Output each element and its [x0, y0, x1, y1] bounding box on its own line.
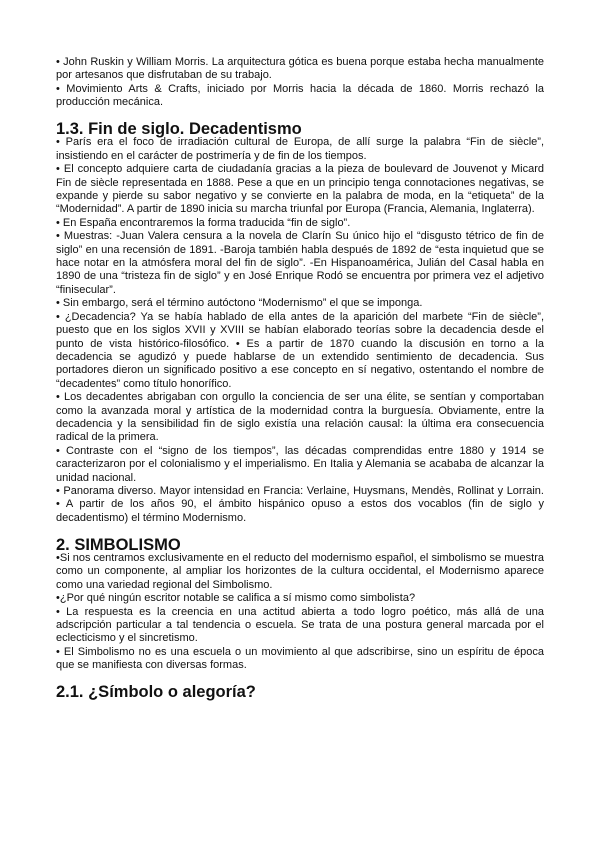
paragraph-reducto: •Si nos centramos exclusivamente en el reducto del modernismo español, el simbolismo se muestra como un componente, al ampliar los horizontes de la cultura occidental, el Modernismo aparece como una variedad regional del Simbolismo.	[56, 552, 544, 591]
paragraph-escuela: • El Simbolismo no es una escuela o un movimiento al que adscribirse, sino un espíritu de época que se manifiesta con diversas formas.	[56, 645, 544, 672]
paragraph-pregunta: •¿Por qué ningún escritor notable se califica a sí mismo como simbolista?	[56, 592, 416, 605]
paragraph-muestras: • Muestras: -Juan Valera censura a la novela de Clarín Su único hijo el “disgusto tétrico de fin de siglo” en una recensión de 1891. -Baroja también habla después de 1892 de “esta inquietud que se hace notar en la atmósfera moral del fin de siglo”. -En Hispanoamérica, Julián del Casal habla en 1890 de una “tristeza fin de siglo” y en José Enrique Rodó se encuentra por primera vez el adjetivo “finisecular”.	[56, 230, 544, 296]
section-heading-fin-de-siglo: 1.3. Fin de siglo. Decadentismo	[56, 120, 302, 139]
document-page	[56, 56, 544, 702]
paragraph-paris: • París era el foco de irradiación cultural de Europa, de allí surge la palabra “Fin de siècle”, insistiendo en el carácter de postrimería y de fin de los tiempos.	[56, 136, 544, 162]
paragraph-modernismo: • Sin embargo, será el término autóctono “Modernismo” el que se imponga.	[56, 297, 423, 310]
paragraph-decadentes: • Los decadentes abrigaban con orgullo la conciencia de ser una élite, se sentían y comportaban como la avanzada moral y artística de la modernidad contra la burguesía. Obviamente, entre la decadencia y la sensibilidad fin de siglo existía una relación causal: la última era consecuencia radical de la primera.	[56, 391, 544, 444]
paragraph-contraste: • Contraste con el “signo de los tiempos”, las décadas comprendidas entre 1880 y 1914 se caracterizaron por el colonialismo y el imperialismo. En Italia y Alemania se acababa de alcanzar la unidad nacional.	[56, 444, 544, 484]
paragraph-respuesta: • La respuesta es la creencia en una actitud abierta a todo logro poético, más allá de una adscripción particular a tal tendencia o escuela. Se trata de una postura general marcada por el eclecticismo y el sincretismo.	[56, 605, 544, 645]
paragraph-panorama: • Panorama diverso. Mayor intensidad en Francia: Verlaine, Huysmans, Mendès, Rollinat y Lorrain. • A partir de los años 90, el ámbito hispánico opuso a estos dos vocablos (fin de siglo y decadentismo) el término Modernismo.	[56, 484, 544, 524]
paragraph-concepto: • El concepto adquiere carta de ciudadanía gracias a la pieza de boulevard de Jouvenot y Micard Fin de siècle representada en 1888. Pese a que en un principio tenga connotaciones negativas, se expande y pierde su sabor negativo y se convierte en la palabra de moda, en la “etiqueta” de la “Modernidad”. A partir de 1890 inicia su marcha triunfal por Europa (Francia, Alemania, Inglaterra).	[56, 163, 544, 216]
paragraph-decadencia: • ¿Decadencia? Ya se había hablado de ella antes de la aparición del marbete “Fin de siècle”, puesto que en los siglos XVII y XVIII se habían elaborado teorías sobre la decadencia desde el punto de vista histórico-filosófico. • Es a partir de 1870 cuando la discusión en torno a la decadencia se agudizó y puede hablarse de un extendido sentimiento de decadencia. Sus portadores dieron un significado positivo a ese concepto en sí negativo, ostentando el nombre de “decadentes” como título honorífico.	[56, 310, 544, 390]
section-heading-simbolo-alegoria: 2.1. ¿Símbolo o alegoría?	[56, 683, 256, 702]
paragraph-espana: • En España encontraremos la forma traducida “fin de siglo”.	[56, 216, 351, 229]
section-heading-simbolismo: 2. SIMBOLISMO	[56, 535, 181, 554]
intro-paragraph-ruskin: • John Ruskin y William Morris. La arquitectura gótica es buena porque estaba hecha manualmente por artesanos que disfrutaban de su trabajo.	[56, 56, 544, 82]
intro-paragraph-arts-crafts: • Movimiento Arts & Crafts, iniciado por Morris hacia la década de 1860. Morris rechazó la producción mecánica.	[56, 82, 544, 109]
